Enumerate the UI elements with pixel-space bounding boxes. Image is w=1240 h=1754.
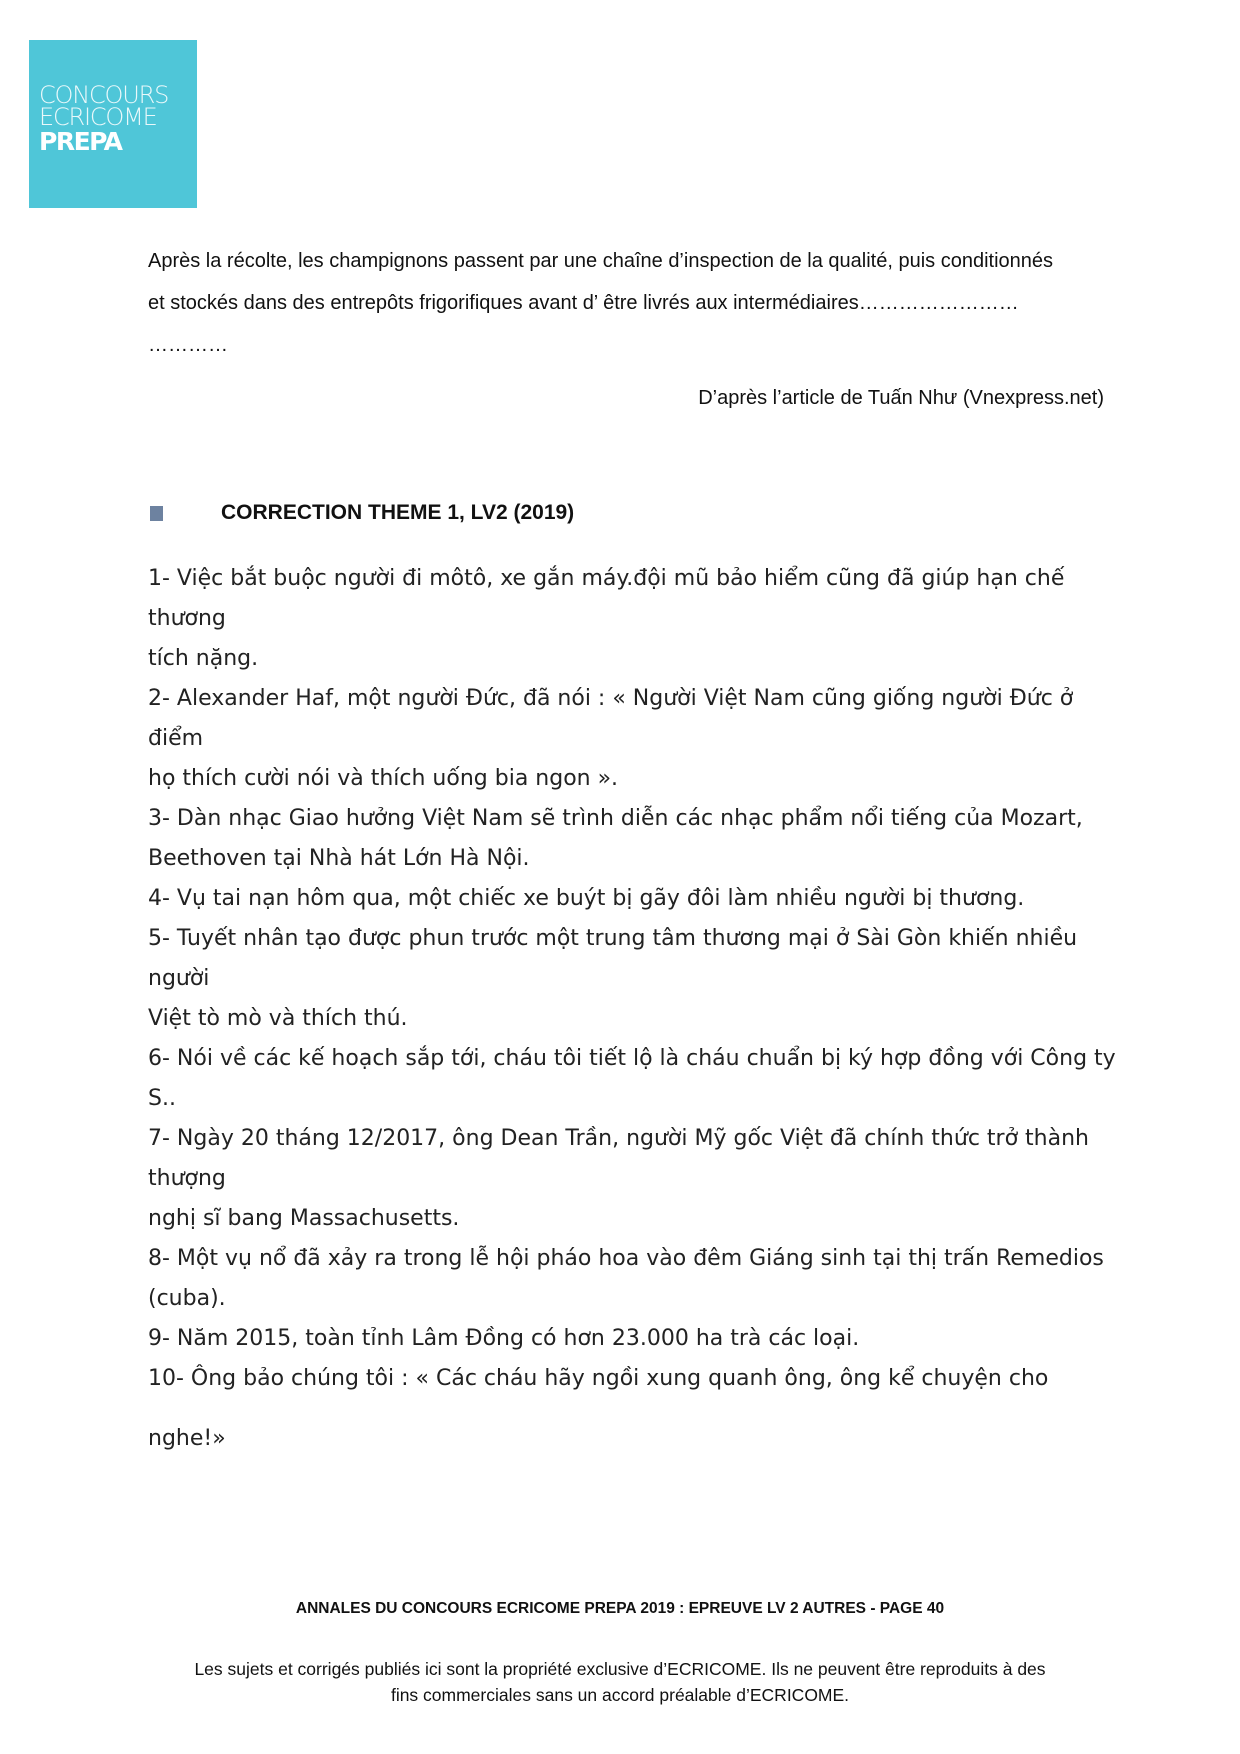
- line-gap: [148, 1399, 1088, 1419]
- answer-line: 9- Năm 2015, toàn tỉnh Lâm Đồng có hơn 23.000 ha trà các loại.: [148, 1326, 860, 1351]
- answer-line: 5- Tuyết nhân tạo được phun trước một trung tâm thương mại ở Sài Gòn khiến nhiều: [148, 926, 1078, 951]
- footer-title: ANNALES DU CONCOURS ECRICOME PREPA 2019 : EPREUVE LV 2 AUTRES - PAGE 40: [295, 1600, 945, 1617]
- intro-paragraph: [148, 240, 1108, 366]
- answer-line: thượng: [148, 1166, 226, 1191]
- answer-line: 2- Alexander Haf, một người Đức, đã nói : « Người Việt Nam cũng giống người Đức ở: [148, 686, 1074, 711]
- answer-line: nghe!»: [148, 1426, 226, 1451]
- answer-line: điểm: [148, 726, 204, 751]
- answer-line: Beethoven tại Nhà hát Lớn Hà Nội.: [148, 846, 530, 871]
- logo-line-prepa: PREPA: [39, 127, 122, 156]
- square-bullet-icon: [150, 506, 163, 521]
- answer-line: họ thích cười nói và thích uống bia ngon ».: [148, 766, 619, 791]
- answer-line: 8- Một vụ nổ đã xảy ra trong lễ hội pháo hoa vào đêm Giáng sinh tại thị trấn Remedios: [148, 1246, 1104, 1271]
- footer-note-line: fins commerciales sans un accord préalable d’ECRICOME.: [390, 1685, 850, 1705]
- intro-line: …………: [148, 334, 228, 356]
- answer-line: 10- Ông bảo chúng tôi : « Các cháu hãy ngồi xung quanh ông, ông kể chuyện cho: [148, 1366, 1049, 1391]
- logo-line-ecricome: ECRICOME: [39, 103, 157, 131]
- answer-line: nghị sĩ bang Massachusetts.: [148, 1206, 460, 1231]
- answer-line: Việt tò mò và thích thú.: [148, 1006, 408, 1031]
- ecricome-logo: [29, 40, 197, 208]
- logo-line-concours: CONCOURS: [39, 81, 169, 109]
- source-citation: D’après l’article de Tuấn Như (Vnexpress.net): [698, 387, 1104, 409]
- answer-line: 4- Vụ tai nạn hôm qua, một chiếc xe buýt bị gãy đôi làm nhiều người bị thương.: [148, 886, 1025, 911]
- answer-line: S..: [148, 1086, 176, 1111]
- answer-line: 6- Nói về các kế hoạch sắp tới, cháu tôi tiết lộ là cháu chuẩn bị ký hợp đồng với Công ty: [148, 1046, 1116, 1071]
- answer-line: 7- Ngày 20 tháng 12/2017, ông Dean Trần, người Mỹ gốc Việt đã chính thức trở thành: [148, 1126, 1089, 1151]
- section-title: CORRECTION THEME 1, LV2 (2019): [221, 501, 575, 524]
- intro-line: Après la récolte, les champignons passent par une chaîne d’inspection de la qualité, puis conditionnés: [148, 250, 1054, 272]
- answer-line: người: [148, 966, 210, 991]
- correction-answers: [148, 559, 1116, 1459]
- answer-line: thương: [148, 606, 226, 631]
- section-heading: [150, 498, 1050, 528]
- answer-line: 3- Dàn nhạc Giao hưởng Việt Nam sẽ trình diễn các nhạc phẩm nổi tiếng của Mozart,: [148, 806, 1083, 831]
- footer-copyright-note: [150, 1656, 1090, 1708]
- intro-line: et stockés dans des entrepôts frigorifiques avant d’ être livrés aux intermédiaires……………………: [148, 292, 1019, 314]
- answer-line: (cuba).: [148, 1286, 226, 1311]
- answer-line: tích nặng.: [148, 646, 259, 671]
- answer-line: 1- Việc bắt buộc người đi môtô, xe gắn máy.đội mũ bảo hiểm cũng đã giúp hạn chế: [148, 566, 1065, 591]
- footer-note-line: Les sujets et corrigés publiés ici sont la propriété exclusive d’ECRICOME. Ils ne peuvent être reproduits à des: [194, 1659, 1046, 1679]
